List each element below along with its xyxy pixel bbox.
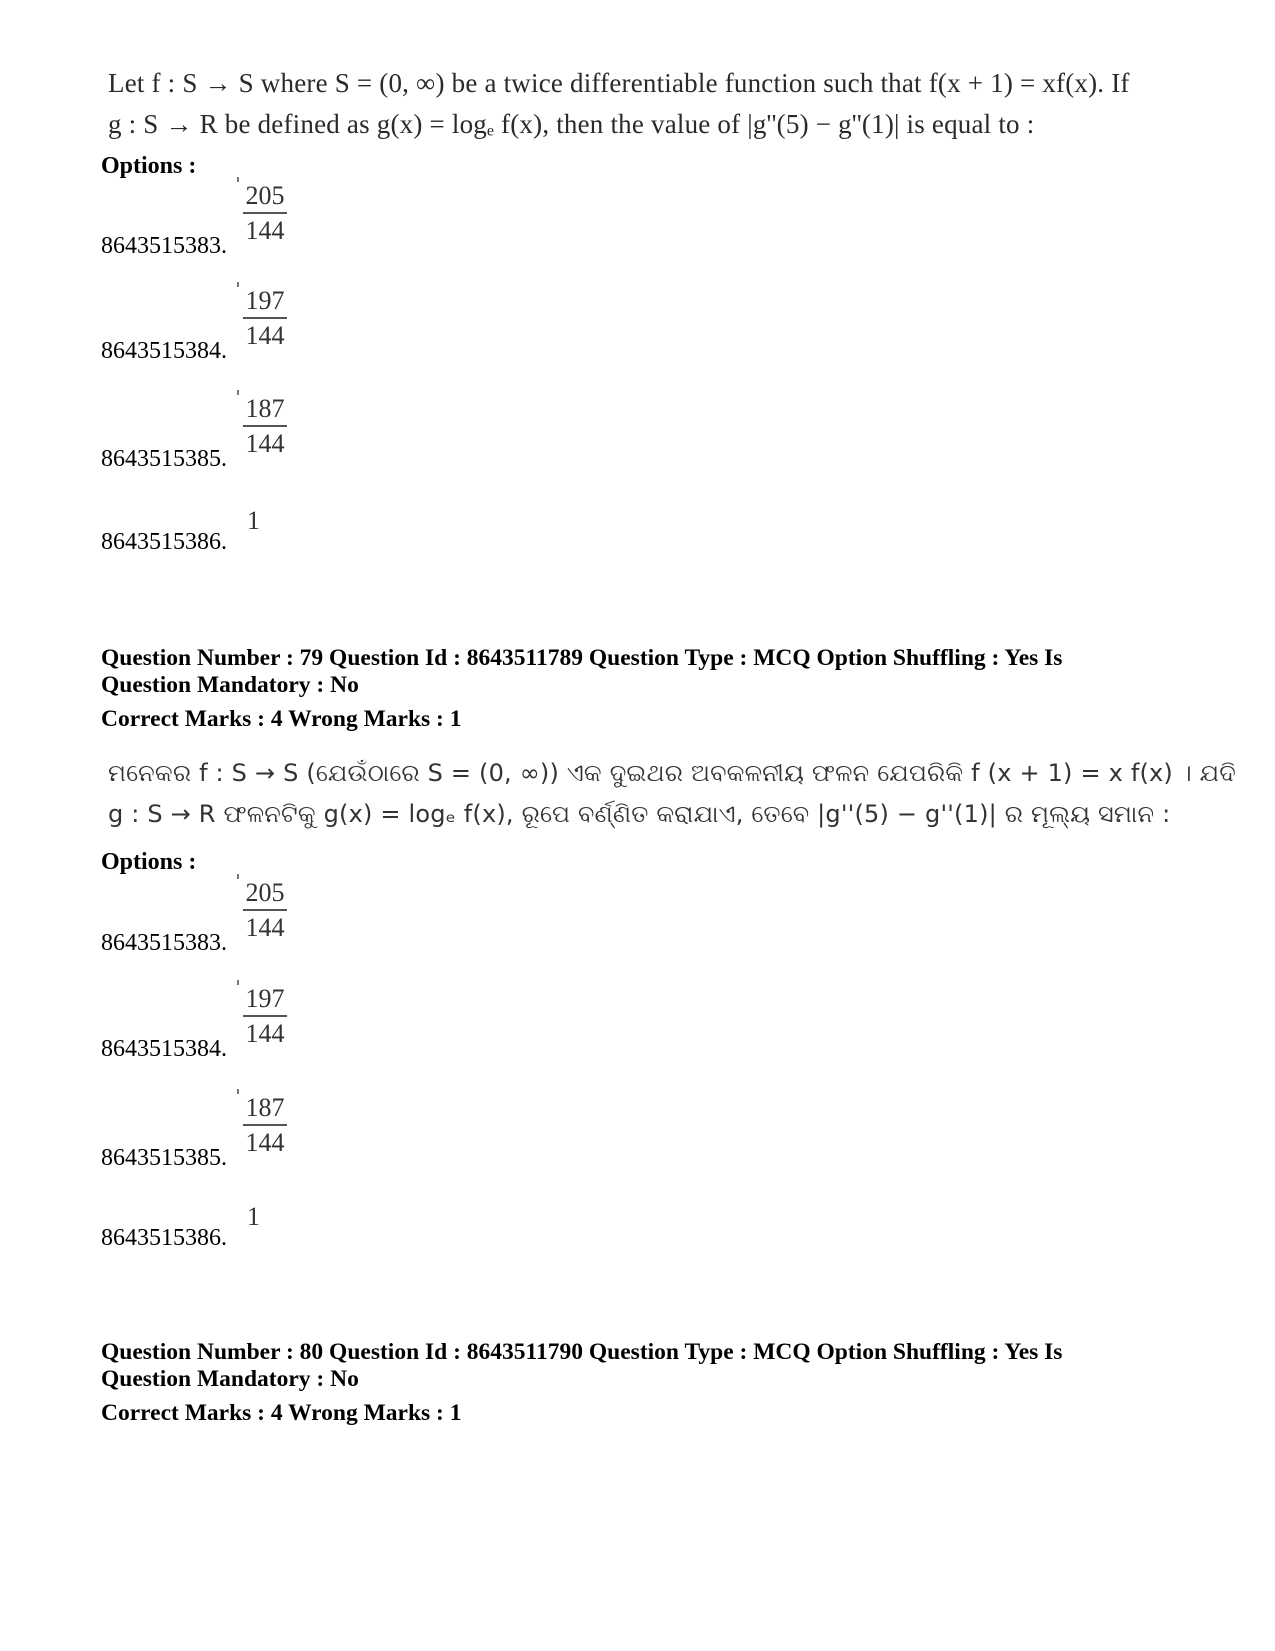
q78-option-4 [101,490,501,556]
option-id: 8643515385. [101,1145,227,1171]
q79-text-line-1: ମନେକର f : S → S (ଯେଉଁଠାରେ S = (0, ∞)) ଏକ ଦୁଇଥର ଅବକଳନୀୟ ଫଳନ ଯେପରିକି f (x + 1) = x f(x) । ଯଦି [108,759,1236,787]
option-id: 8643515386. [101,1225,227,1251]
q78-options-label: Options : [101,153,197,179]
fraction-numerator: 187 [243,393,287,427]
option-id: 8643515384. [101,338,227,364]
q79-meta-line-1: Question Number : 79 Question Id : 8643511789 Question Type : MCQ Option Shuffling : Yes Is [101,645,1063,671]
option-fraction [243,393,287,461]
option-id: 8643515384. [101,1036,227,1062]
fraction-denominator: 144 [245,913,285,942]
q79-text-line-2: g : S → R ଫଳନଟିକୁ g(x) = logₑ f(x), ରୂପେ ବର୍ଣ୍ଣିତ କରାଯାଏ, ତେବେ |g''(5) − g''(1)| ର ମୂଲ୍ୟ ସମାନ : [108,800,1171,828]
q78-option-1 [101,180,501,260]
q79-option-4 [101,1186,501,1252]
fraction-denominator: 144 [245,1019,285,1048]
q79-option-2 [101,983,501,1063]
option-fraction [243,180,287,248]
q78-text-line-1: Let f : S → S where S = (0, ∞) be a twice differentiable function such that f(x + 1) = xf(x). If [108,68,1130,98]
fraction-numerator: 197 [243,983,287,1017]
option-value: 1 [247,1202,260,1231]
q78-option-2 [101,285,501,365]
option-fraction [243,1092,287,1160]
fraction-numerator: 205 [243,877,287,911]
q79-meta-line-2: Question Mandatory : No [101,672,359,698]
option-id: 8643515386. [101,529,227,555]
option-fraction [243,983,287,1051]
option-id: 8643515383. [101,233,227,259]
q79-options-label: Options : [101,849,197,875]
option-id: 8643515383. [101,930,227,956]
fraction-denominator: 144 [245,216,285,245]
q80-meta-line-1: Question Number : 80 Question Id : 8643511790 Question Type : MCQ Option Shuffling : Yes Is [101,1339,1063,1365]
q78-text-line-2: g : S → R be defined as g(x) = logₑ f(x), then the value of |g''(5) − g''(1)| is equal to : [108,109,1035,139]
fraction-numerator: 205 [243,180,287,214]
option-id: 8643515385. [101,446,227,472]
q80-marks: Correct Marks : 4 Wrong Marks : 1 [101,1400,462,1426]
q80-meta-line-2: Question Mandatory : No [101,1366,359,1392]
q79-marks: Correct Marks : 4 Wrong Marks : 1 [101,706,462,732]
option-fraction [243,285,287,353]
fraction-numerator: 197 [243,285,287,319]
q79-option-3 [101,1092,501,1172]
option-fraction [243,877,287,945]
q78-option-3 [101,393,501,473]
option-value: 1 [247,506,260,535]
fraction-denominator: 144 [245,1128,285,1157]
fraction-denominator: 144 [245,429,285,458]
fraction-numerator: 187 [243,1092,287,1126]
q79-option-1 [101,877,501,957]
fraction-denominator: 144 [245,321,285,350]
